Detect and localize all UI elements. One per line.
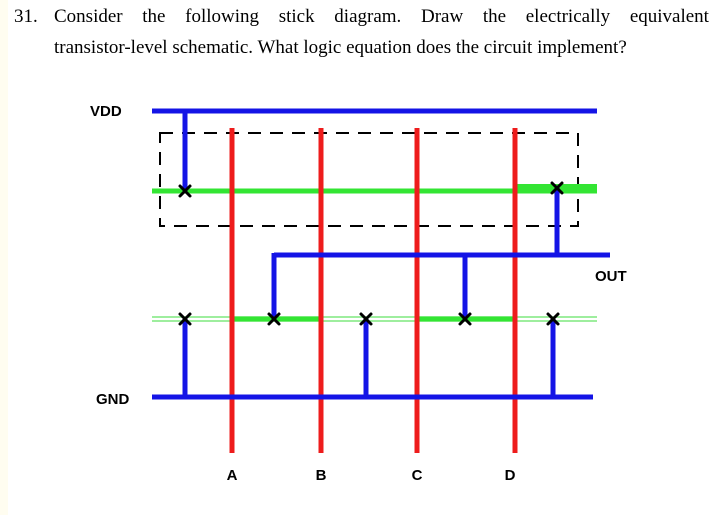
question-word: the	[482, 6, 507, 27]
question-text-line-2: transistor-level schematic. What logic equation does the circuit implement?	[54, 37, 627, 58]
input-label-a: A	[226, 467, 238, 484]
gnd-label: GND	[96, 391, 130, 408]
input-label-d: D	[504, 467, 516, 484]
question-word: the	[142, 6, 166, 27]
metal-layer	[152, 111, 610, 399]
question-number: 31.	[14, 6, 38, 27]
input-label-c: C	[411, 467, 423, 484]
question-word: diagram.	[334, 6, 402, 27]
input-label-b: B	[315, 467, 327, 484]
question-word: Draw	[420, 6, 464, 27]
vdd-label: VDD	[90, 103, 122, 120]
question-word: equivalent	[629, 6, 709, 27]
question-word: electrically	[525, 6, 611, 27]
question-word: stick	[278, 6, 315, 27]
question-word: Consider	[54, 6, 123, 27]
question-word: following	[185, 6, 260, 27]
out-label: OUT	[595, 268, 627, 285]
